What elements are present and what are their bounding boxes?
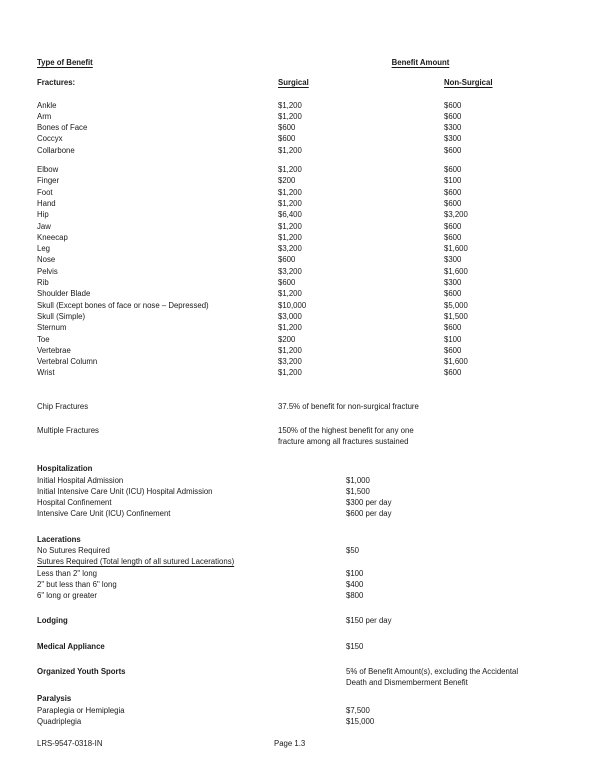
fracture-name: Wrist <box>37 368 55 378</box>
fracture-non-surgical-amount: $600 <box>444 368 462 378</box>
fracture-non-surgical-amount: $300 <box>444 123 462 133</box>
table-row <box>37 300 563 311</box>
fracture-surgical-amount: $3,200 <box>278 244 302 254</box>
document-header-row <box>37 57 563 68</box>
fracture-non-surgical-amount: $5,000 <box>444 300 468 310</box>
fracture-non-surgical-amount: $1,600 <box>444 244 468 254</box>
page-footer <box>37 738 563 749</box>
table-row <box>37 145 563 156</box>
fracture-surgical-amount: $1,200 <box>278 368 302 378</box>
fracture-name: Foot <box>37 187 53 197</box>
fracture-surgical-amount: $1,200 <box>278 165 302 175</box>
table-row <box>37 288 563 299</box>
fracture-non-surgical-amount: $300 <box>444 134 462 144</box>
hospitalization-heading: Hospitalization <box>37 464 93 474</box>
type-of-benefit-header: Type of Benefit <box>37 58 93 67</box>
fracture-name: Chip Fractures <box>37 402 89 412</box>
fracture-non-surgical-amount: $100 <box>444 176 462 186</box>
spacer <box>37 413 563 425</box>
page-content <box>37 57 563 727</box>
fracture-surgical-amount: $600 <box>278 123 296 133</box>
table-row <box>37 311 563 322</box>
laceration-item-label: 6" long or greater <box>37 591 97 601</box>
fracture-non-surgical-amount: $600 <box>444 145 462 155</box>
fracture-surgical-amount: $200 <box>278 334 296 344</box>
organized-youth-sports-heading: Organized Youth Sports <box>37 667 126 677</box>
surgical-column-header-text: Surgical <box>278 78 309 88</box>
medical-appliance-row <box>37 641 563 652</box>
table-row <box>37 356 563 367</box>
table-row <box>37 187 563 198</box>
fracture-surgical-amount: $3,000 <box>278 311 302 321</box>
spacer <box>37 156 563 164</box>
hospitalization-item-value: $1,500 <box>346 486 370 496</box>
fracture-name: Vertebral Column <box>37 357 98 367</box>
table-row <box>37 100 563 111</box>
table-row <box>37 322 563 333</box>
fracture-name: Skull (Except bones of face or nose – Depressed) <box>37 300 209 310</box>
fracture-group-1 <box>37 100 563 156</box>
fracture-name: Bones of Face <box>37 123 88 133</box>
table-row <box>37 277 563 288</box>
benefit-amount-header-text: Benefit Amount <box>391 58 450 67</box>
organized-youth-sports-value-line-2: Death and Dismemberment Benefit <box>346 678 468 688</box>
laceration-item-value: $800 <box>346 591 364 601</box>
fracture-surgical-amount: $1,200 <box>278 345 302 355</box>
table-row <box>37 379 563 390</box>
fracture-surgical-amount: $1,200 <box>278 187 302 197</box>
lacerations-sutures-subheading <box>37 556 346 567</box>
fracture-name: Ankle <box>37 100 57 110</box>
paralysis-heading: Paralysis <box>37 694 72 704</box>
table-row <box>37 716 563 727</box>
table-row <box>37 198 563 209</box>
fracture-name: Finger <box>37 176 60 186</box>
hospitalization-item-label: Initial Intensive Care Unit (ICU) Hospital Admission <box>37 486 213 496</box>
multiple-fractures-value-line-2: fracture among all fractures sustained <box>278 436 409 446</box>
fracture-name: Sternum <box>37 323 67 333</box>
spacer <box>37 89 563 100</box>
table-row <box>37 590 563 601</box>
non-surgical-column-header <box>444 77 563 88</box>
fracture-name: Coccyx <box>37 134 63 144</box>
hospitalization-item-value: $300 per day <box>346 498 392 508</box>
lodging-row <box>37 615 563 626</box>
fracture-surgical-amount: $600 <box>278 134 296 144</box>
table-row <box>37 209 563 220</box>
fracture-name: Hip <box>37 210 49 220</box>
fracture-surgical-amount: $1,200 <box>278 221 302 231</box>
fracture-name: Skull (Simple) <box>37 311 86 321</box>
hospitalization-item-label: Initial Hospital Admission <box>37 475 124 485</box>
table-row <box>37 266 563 277</box>
fracture-name: Arm <box>37 111 52 121</box>
medical-appliance-value: $150 <box>346 641 364 651</box>
fracture-non-surgical-amount: $300 <box>444 278 462 288</box>
table-row <box>37 122 563 133</box>
fracture-name: Vertebrae <box>37 345 71 355</box>
footer-form-number: LRS-9547-0318-IN <box>37 739 103 748</box>
spacer <box>37 447 563 463</box>
fracture-name: Elbow <box>37 165 59 175</box>
laceration-item-label: 2" but less than 6" long <box>37 579 117 589</box>
fracture-name: Leg <box>37 244 51 254</box>
fracture-name: Collarbone <box>37 145 75 155</box>
fracture-name: Nose <box>37 255 56 265</box>
fracture-non-surgical-amount: $600 <box>444 232 462 242</box>
organized-youth-sports-value <box>346 666 563 689</box>
fracture-surgical-amount: $1,200 <box>278 145 302 155</box>
table-row <box>37 508 563 519</box>
non-surgical-column-header-text: Non-Surgical <box>444 78 493 88</box>
table-row <box>37 133 563 144</box>
hospitalization-item-value: $600 per day <box>346 509 392 519</box>
lacerations-heading: Lacerations <box>37 534 81 544</box>
fracture-surgical-amount: $1,200 <box>278 232 302 242</box>
multiple-fractures-value <box>278 425 563 448</box>
hospitalization-item-label: Hospital Confinement <box>37 498 112 508</box>
fracture-name: Kneecap <box>37 232 68 242</box>
fracture-non-surgical-amount: $600 <box>444 323 462 333</box>
fracture-surgical-amount: $600 <box>278 255 296 265</box>
fracture-surgical-amount: $1,200 <box>278 100 302 110</box>
fractures-column-header-row <box>37 77 563 88</box>
table-row <box>37 175 563 186</box>
table-row <box>37 568 563 579</box>
fracture-non-surgical-amount: $600 <box>444 165 462 175</box>
table-row <box>37 545 563 556</box>
table-row <box>37 164 563 175</box>
fracture-surgical-amount: $600 <box>278 278 296 288</box>
fracture-surgical-amount: $10,000 <box>278 300 307 310</box>
fracture-group-2 <box>37 164 563 413</box>
lacerations-no-sutures-value: $50 <box>346 545 360 555</box>
laceration-item-label: Less than 2" long <box>37 568 97 578</box>
footer-page-number: Page 1.3 <box>274 739 306 748</box>
fracture-non-surgical-amount: $600 <box>444 187 462 197</box>
table-row <box>37 243 563 254</box>
fracture-non-surgical-amount: $600 <box>444 289 462 299</box>
organized-youth-sports-value-line-1: 5% of Benefit Amount(s), excluding the Accidental <box>346 667 519 677</box>
paralysis-item-label: Quadriplegia <box>37 716 82 726</box>
spacer <box>37 68 563 77</box>
table-row <box>37 401 563 412</box>
table-row <box>37 232 563 243</box>
table-row <box>37 221 563 232</box>
table-row <box>37 497 563 508</box>
paralysis-item-value: $15,000 <box>346 716 375 726</box>
fracture-non-surgical-amount: $1,600 <box>444 357 468 367</box>
fracture-surgical-amount: $6,400 <box>278 210 302 220</box>
fracture-surgical-amount: $3,200 <box>278 266 302 276</box>
lodging-heading: Lodging <box>37 616 68 626</box>
fracture-non-surgical-amount: $600 <box>444 345 462 355</box>
hospitalization-item-label: Intensive Care Unit (ICU) Confinement <box>37 509 171 519</box>
table-row <box>37 111 563 122</box>
fracture-name: Hand <box>37 198 56 208</box>
table-row <box>37 334 563 345</box>
hospitalization-item-value: $1,000 <box>346 475 370 485</box>
fracture-surgical-amount: $1,200 <box>278 111 302 121</box>
fracture-name: Toe <box>37 334 50 344</box>
fracture-surgical-amount: $3,200 <box>278 357 302 367</box>
fracture-surgical-amount: $200 <box>278 176 296 186</box>
spacer <box>37 520 563 534</box>
multiple-fractures-row <box>37 425 563 448</box>
fracture-non-surgical-amount: $600 <box>444 198 462 208</box>
organized-youth-sports-row <box>37 666 563 688</box>
chip-fractures-value: 37.5% of benefit for non-surgical fracture <box>278 402 419 412</box>
fracture-non-surgical-amount: $3,200 <box>444 210 468 220</box>
laceration-item-value: $400 <box>346 579 364 589</box>
table-row <box>37 579 563 590</box>
table-row <box>37 390 563 401</box>
fracture-non-surgical-amount: $1,600 <box>444 266 468 276</box>
fracture-non-surgical-amount: $600 <box>444 111 462 121</box>
lodging-value: $150 per day <box>346 616 392 626</box>
fractures-section-label: Fractures: <box>37 78 76 88</box>
surgical-column-header <box>278 77 444 88</box>
spacer <box>37 627 563 641</box>
multiple-fractures-label: Multiple Fractures <box>37 425 99 435</box>
table-row <box>37 705 563 716</box>
paralysis-item-label: Paraplegia or Hemiplegia <box>37 705 125 715</box>
table-row <box>37 254 563 265</box>
lacerations-no-sutures-label: No Sutures Required <box>37 545 110 555</box>
fracture-name: Jaw <box>37 221 51 231</box>
fracture-non-surgical-amount: $1,500 <box>444 311 468 321</box>
spacer <box>37 652 563 666</box>
laceration-item-value: $100 <box>346 568 364 578</box>
fracture-name: Rib <box>37 278 49 288</box>
spacer <box>37 601 563 615</box>
lacerations-sutures-subheading-text: Sutures Required (Total length of all sutured Lacerations) <box>37 557 235 567</box>
fracture-name: Shoulder Blade <box>37 289 91 299</box>
table-row <box>37 475 563 486</box>
fracture-surgical-amount: $1,200 <box>278 323 302 333</box>
fracture-non-surgical-amount: $600 <box>444 221 462 231</box>
fracture-surgical-amount: $1,200 <box>278 289 302 299</box>
fracture-surgical-amount: $1,200 <box>278 198 302 208</box>
benefit-amount-header <box>278 57 563 68</box>
table-row <box>37 345 563 356</box>
medical-appliance-heading: Medical Appliance <box>37 641 105 651</box>
multiple-fractures-value-line-1: 150% of the highest benefit for any one <box>278 425 414 435</box>
fracture-non-surgical-amount: $100 <box>444 334 462 344</box>
table-row <box>37 556 563 567</box>
fracture-name: Pelvis <box>37 266 58 276</box>
fracture-non-surgical-amount: $300 <box>444 255 462 265</box>
paralysis-item-value: $7,500 <box>346 705 370 715</box>
table-row <box>37 367 563 378</box>
fracture-non-surgical-amount: $600 <box>444 100 462 110</box>
table-row <box>37 486 563 497</box>
